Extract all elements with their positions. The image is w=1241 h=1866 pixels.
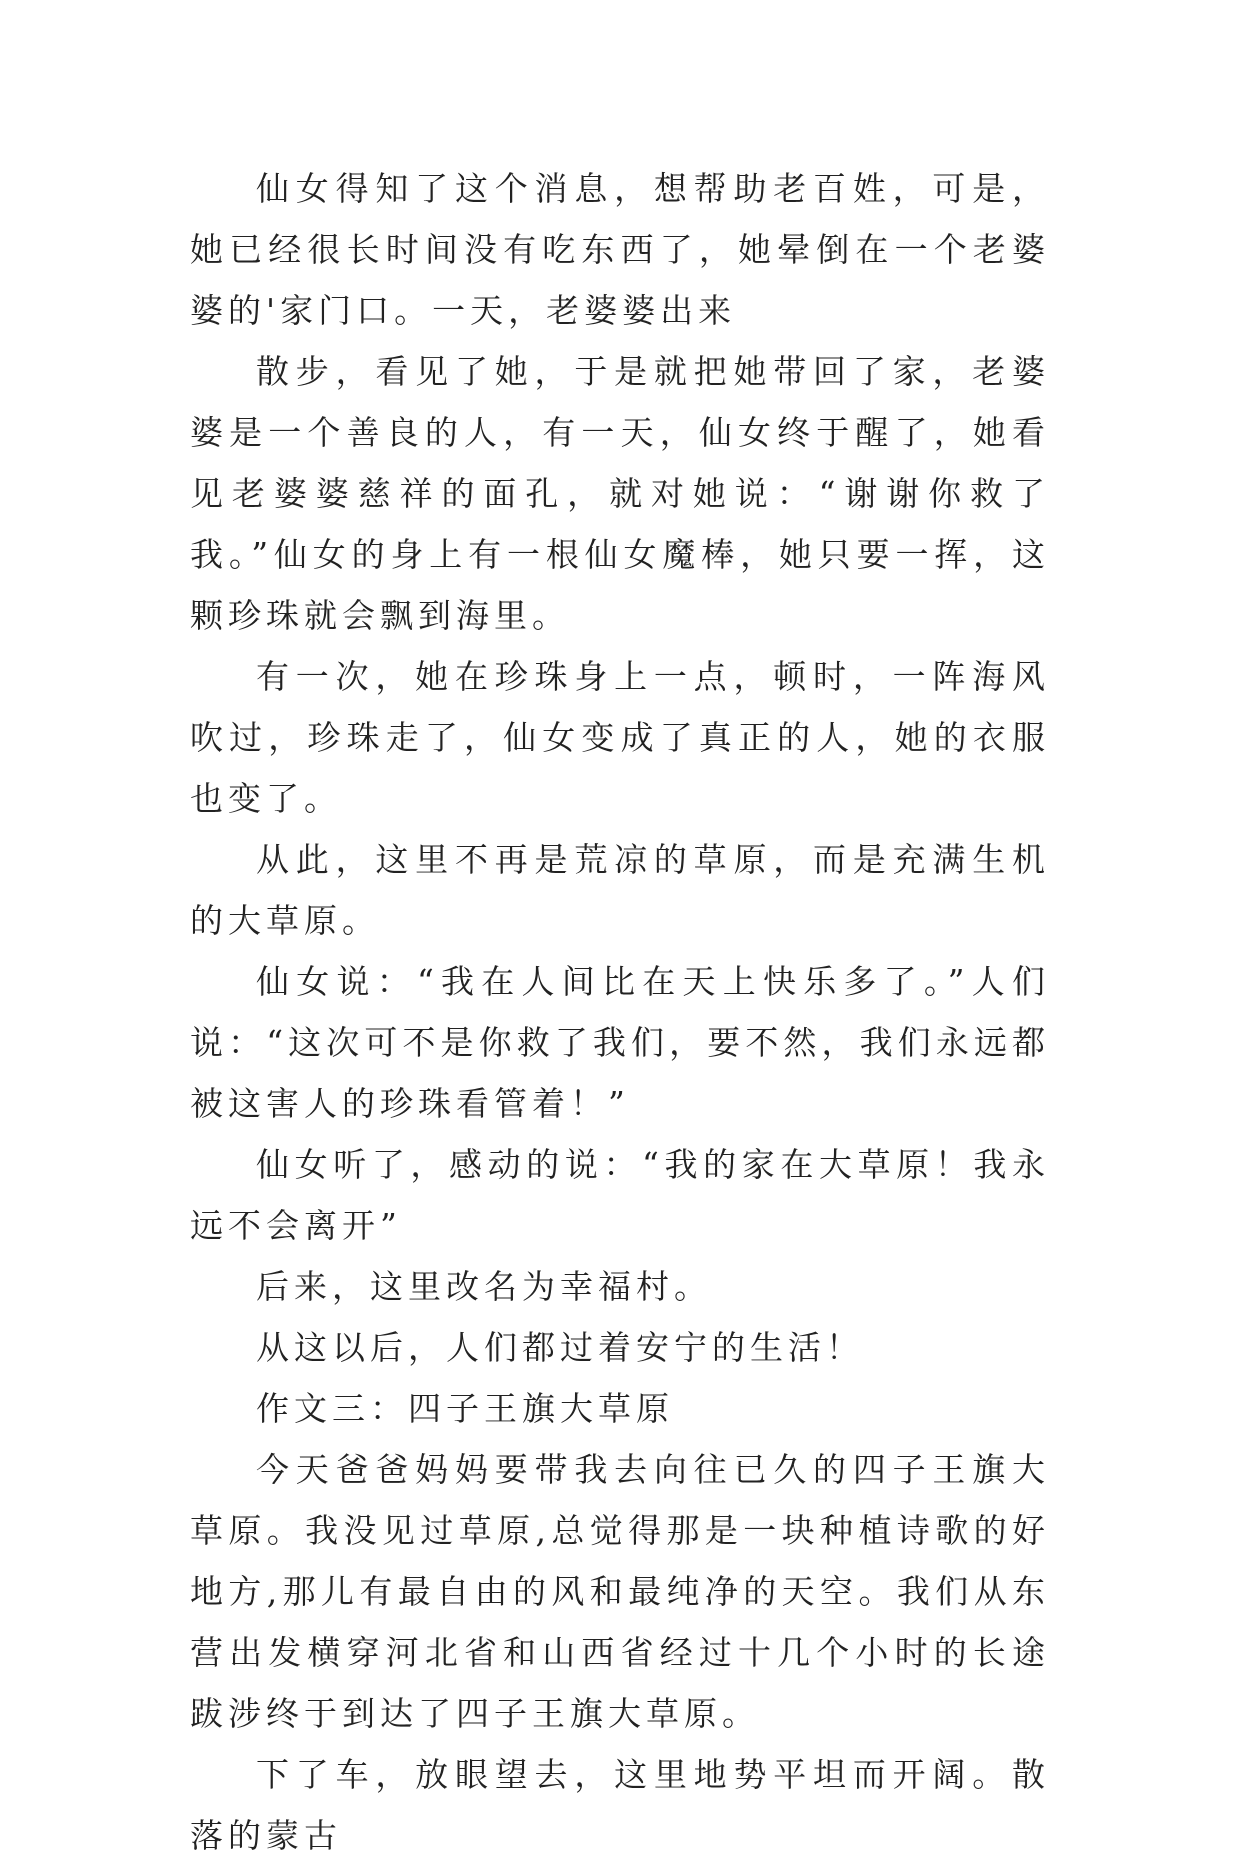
paragraph-4: 从此，这里不再是荒凉的草原，而是充满生机的大草原。: [190, 840, 1050, 940]
paragraph-2: 散步，看见了她，于是就把她带回了家，老婆婆是一个善良的人，有一天，仙女终于醒了，她看见老婆婆慈祥的面孔，就对她说：“谢谢你救了我。”仙女的身上有一根仙女魔棒，她只要一挥，这颗珍珠就会飘到海里。: [190, 352, 1050, 635]
paragraph-11: 下了车，放眼望去，这里地势平坦而开阔。散落的蒙古: [190, 1755, 1050, 1855]
essay-heading: 作文三：四子王旗大草原: [256, 1389, 674, 1428]
paragraph-8: 从这以后，人们都过着安宁的生活！: [256, 1328, 864, 1367]
paragraph-3: 有一次，她在珍珠身上一点，顿时，一阵海风吹过，珍珠走了，仙女变成了真正的人，她的衣服也变了。: [190, 657, 1050, 818]
paragraph-5: 仙女说：“我在人间比在天上快乐多了。”人们说：“这次可不是你救了我们，要不然，我们永远都被这害人的珍珠看管着！”: [190, 962, 1050, 1123]
document-body: [190, 158, 1050, 1866]
paragraph-1: 仙女得知了这个消息，想帮助老百姓，可是，她已经很长时间没有吃东西了，她晕倒在一个老婆婆的'家门口。一天，老婆婆出来: [190, 169, 1050, 330]
paragraph-10: 今天爸爸妈妈要带我去向往已久的四子王旗大草原。我没见过草原,总觉得那是一块种植诗歌的好地方,那儿有最自由的风和最纯净的天空。我们从东营出发横穿河北省和山西省经过十几个小时的长途跋涉终于到达了四子王旗大草原。: [190, 1450, 1050, 1733]
paragraph-7: 后来，这里改名为幸福村。: [256, 1267, 712, 1306]
paragraph-6: 仙女听了，感动的说：“我的家在大草原！我永远不会离开”: [190, 1145, 1050, 1245]
